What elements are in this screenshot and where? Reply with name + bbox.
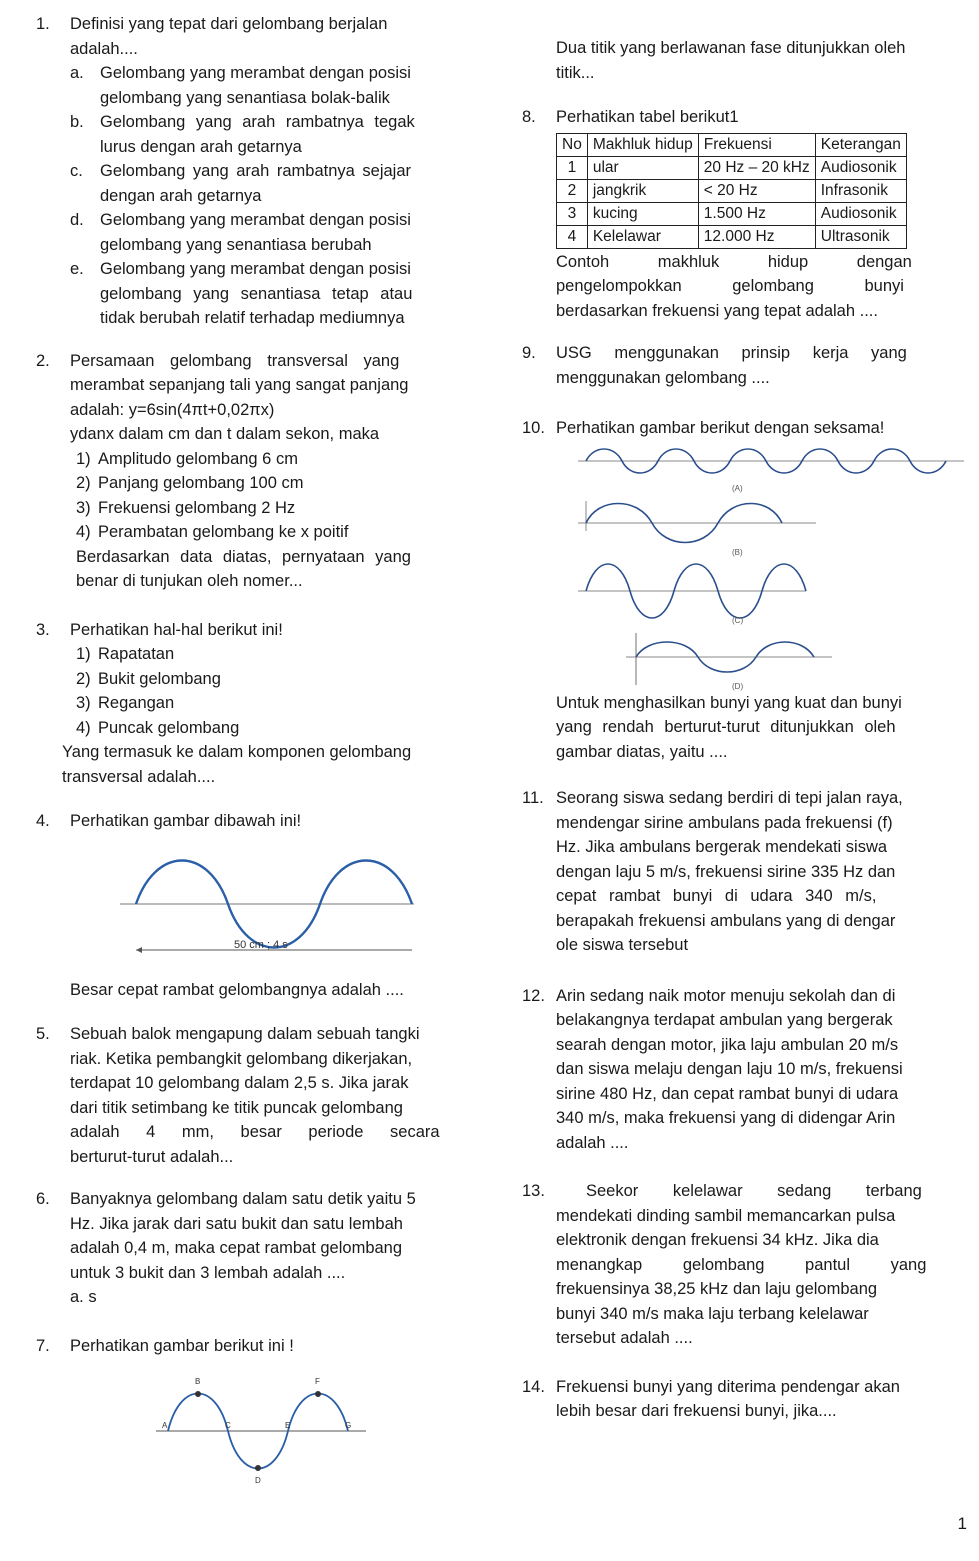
- question-11-line: cepat rambat bunyi di udara 340 m/s,: [556, 887, 877, 905]
- component-text: Puncak gelombang: [98, 718, 240, 737]
- question-4: [36, 809, 468, 1002]
- question-9-line: USG menggunakan prinsip kerja yang: [556, 344, 907, 362]
- question-5-line: Sebuah balok mengapung dalam sebuah tangki: [70, 1025, 420, 1043]
- question-7-continuation: [556, 36, 958, 85]
- table-cell: < 20 Hz: [698, 179, 815, 202]
- point-f-marker: [315, 1391, 321, 1397]
- component-text: Rapatatan: [98, 645, 175, 663]
- question-2-line: ydanx dalam cm dan t dalam sekon, maka: [70, 425, 380, 443]
- table-cell: Audiosonik: [815, 156, 906, 179]
- question-8-stem: Perhatikan tabel berikut1: [556, 108, 739, 126]
- question-14: [522, 1375, 958, 1424]
- table-cell: 1.500 Hz: [698, 202, 815, 225]
- question-6: [36, 1187, 468, 1310]
- question-7-stem: Perhatikan gambar berikut ini !: [70, 1336, 294, 1355]
- question-8-closing: berdasarkan frekuensi yang tepat adalah ....: [556, 301, 878, 320]
- option-label: c.: [70, 162, 83, 180]
- option-text: lurus dengan arah getarnya: [100, 137, 302, 156]
- option-a: [70, 61, 468, 110]
- right-column: [522, 12, 958, 1424]
- point-b-marker: [195, 1391, 201, 1397]
- point-label: E: [285, 1421, 291, 1430]
- question-number: 14.: [522, 1377, 545, 1396]
- component-label: 1): [76, 645, 91, 663]
- question-4-closing: Besar cepat rambat gelombangnya adalah ....: [70, 980, 404, 999]
- question-13-line: elektronik dengan frekuensi 34 kHz. Jika dia: [556, 1231, 879, 1249]
- point-label: B: [195, 1377, 201, 1386]
- question-3-closing: Yang termasuk ke dalam komponen gelombang: [62, 743, 412, 761]
- table-cell: 3: [557, 202, 588, 225]
- question-13-line: mendekati dinding sambil memancarkan pulsa: [556, 1206, 896, 1225]
- statement-text: Frekuensi gelombang 2 Hz: [98, 498, 296, 517]
- frequency-table: [556, 133, 907, 249]
- question-number: 13.: [522, 1182, 545, 1200]
- component-label: 3): [76, 694, 91, 712]
- question-11-line: berapakah frekuensi ambulans yang di dengar: [556, 911, 896, 930]
- question-13: [522, 1179, 958, 1351]
- statement-3: [76, 496, 468, 521]
- table-cell: 2: [557, 179, 588, 202]
- question-number: 4.: [36, 812, 50, 830]
- question-10-closing: yang rendah berturut-turut ditunjukkan oleh: [556, 718, 896, 736]
- question-13-line: tersebut adalah ....: [556, 1329, 693, 1347]
- length-label: 50 cm ; 4 s: [234, 938, 288, 951]
- question-number: 2.: [36, 351, 50, 370]
- question-1-stem: [70, 12, 468, 37]
- question-11-line: mendengar sirine ambulans pada frekuensi (f): [556, 813, 893, 832]
- left-column: [36, 12, 468, 1496]
- question-9-line: menggunakan gelombang ....: [556, 368, 770, 387]
- component-4: [76, 716, 468, 741]
- question-number: 9.: [522, 344, 536, 362]
- question-5-line: terdapat 10 gelombang dalam 2,5 s. Jika jarak: [70, 1074, 409, 1092]
- question-12: [522, 984, 958, 1156]
- table-header: Makhluk hidup: [587, 133, 698, 156]
- table-header: Keterangan: [815, 133, 906, 156]
- point-label: D: [255, 1476, 261, 1485]
- question-13-line: frekuensinya 38,25 kHz dan laju gelombang: [556, 1280, 878, 1298]
- question-2-line: merambat sepanjang tali yang sangat panjang: [70, 376, 409, 394]
- question-11-line: ole siswa tersebut: [556, 936, 689, 954]
- statement-label: 3): [76, 498, 91, 517]
- option-text: gelombang yang senantiasa berubah: [100, 235, 372, 254]
- question-10-closing: Untuk menghasilkan bunyi yang kuat dan bunyi: [556, 693, 902, 712]
- question-11-line: dengan laju 5 m/s, frekuensi sirine 335 Hz dan: [556, 862, 896, 881]
- table-cell: jangkrik: [587, 179, 698, 202]
- question-number: 12.: [522, 986, 545, 1005]
- component-1: [76, 642, 468, 667]
- question-8-closing: Contoh makhluk hidup dengan: [556, 252, 912, 271]
- table-header-row: [557, 133, 907, 156]
- component-2: [76, 667, 468, 692]
- option-text: Gelombang yang merambat dengan posisi: [100, 211, 411, 229]
- point-label: F: [315, 1377, 320, 1386]
- statement-label: 4): [76, 523, 91, 541]
- arrow-head-left-icon: [136, 947, 142, 953]
- component-label: 2): [76, 669, 91, 688]
- table-row: [557, 202, 907, 225]
- point-label: A: [162, 1421, 168, 1430]
- option-label: b.: [70, 113, 84, 131]
- point-label: C: [225, 1421, 231, 1430]
- question-5-line: adalah 4 mm, besar periode secara: [70, 1123, 440, 1141]
- question-6-answer: a. s: [70, 1288, 97, 1306]
- table-cell: Audiosonik: [815, 202, 906, 225]
- question-12-line: searah dengan motor, jika laju ambulan 20 m/s: [556, 1035, 899, 1054]
- table-row: [557, 179, 907, 202]
- component-label: 4): [76, 718, 91, 737]
- wave-b: [578, 501, 816, 557]
- question-6-line: Hz. Jika jarak dari satu bukit dan satu lembah: [70, 1214, 403, 1233]
- question-number: 5.: [36, 1025, 50, 1043]
- table-row: [557, 225, 907, 248]
- point-label: G: [345, 1421, 352, 1430]
- question-1-stem-line: adalah....: [70, 39, 138, 58]
- question-1: [36, 12, 468, 331]
- question-7-closing: Dua titik yang berlawanan fase ditunjukkan oleh: [556, 39, 906, 57]
- question-number: 1.: [36, 15, 50, 33]
- statement-text: Panjang gelombang 100 cm: [98, 474, 304, 492]
- question-12-line: Arin sedang naik motor menuju sekolah dan di: [556, 986, 896, 1005]
- option-text: Gelombang yang arah rambatnya tegak: [100, 113, 415, 131]
- question-2-closing: benar di tunjukan oleh nomer...: [76, 572, 303, 590]
- statement-label: 1): [76, 449, 91, 468]
- question-12-line: belakangnya terdapat ambulan yang bergerak: [556, 1011, 893, 1029]
- question-13-line: menangkap gelombang pantul yang: [556, 1255, 927, 1274]
- table-cell: ular: [587, 156, 698, 179]
- question-11-line: Hz. Jika ambulans bergerak mendekati siswa: [556, 838, 888, 856]
- component-text: Bukit gelombang: [98, 669, 221, 688]
- question-5-line: berturut-turut adalah...: [70, 1147, 234, 1166]
- question-11-line: Seorang siswa sedang berdiri di tepi jalan raya,: [556, 789, 903, 807]
- question-6-line: untuk 3 bukit dan 3 lembah adalah ....: [70, 1263, 346, 1282]
- question-10-stem: Perhatikan gambar berikut dengan seksama!: [556, 419, 885, 437]
- question-12-line: adalah ....: [556, 1133, 629, 1152]
- wave-a: [578, 449, 964, 493]
- question-9: [522, 341, 958, 390]
- question-5: [36, 1022, 468, 1169]
- question-5-line: dari titik setimbang ke titik puncak gelombang: [70, 1098, 403, 1117]
- question-7-closing: titik...: [556, 63, 595, 82]
- question-12-line: sirine 480 Hz, dan cepat rambat bunyi di udara: [556, 1084, 899, 1103]
- question-number: 8.: [522, 108, 536, 126]
- table-cell: Kelelawar: [587, 225, 698, 248]
- question-2-line: Persamaan gelombang transversal yang: [70, 351, 400, 370]
- point-d-marker: [255, 1465, 261, 1471]
- question-2: [36, 349, 468, 594]
- wave-a-label: (A): [732, 483, 743, 493]
- question-number: 11.: [522, 789, 544, 807]
- question-4-stem: Perhatikan gambar dibawah ini!: [70, 812, 302, 830]
- question-8: [522, 105, 958, 323]
- question-10: [522, 416, 958, 764]
- question-3-closing: transversal adalah....: [62, 767, 216, 786]
- component-3: [76, 691, 468, 716]
- option-text: gelombang yang senantiasa tetap atau: [100, 284, 413, 303]
- option-label: d.: [70, 211, 84, 229]
- option-text: dengan arah getarnya: [100, 186, 262, 205]
- sine-wave-figure: [118, 846, 418, 968]
- question-3: [36, 618, 468, 790]
- question-14-line: Frekuensi bunyi yang diterima pendengar akan: [556, 1377, 900, 1396]
- question-13-line: Seekor kelelawar sedang terbang: [586, 1182, 922, 1200]
- statement-2: [76, 471, 468, 496]
- question-12-line: dan siswa melaju dengan laju 10 m/s, frekuensi: [556, 1060, 903, 1078]
- question-11: [522, 786, 958, 958]
- question-number: 7.: [36, 1336, 50, 1355]
- question-6-line: adalah 0,4 m, maka cepat rambat gelombang: [70, 1239, 403, 1257]
- table-cell: 12.000 Hz: [698, 225, 815, 248]
- option-label: a.: [70, 64, 84, 82]
- table-cell: Ultrasonik: [815, 225, 906, 248]
- question-14-line: lebih besar dari frekuensi bunyi, jika....: [556, 1402, 837, 1420]
- option-text: Gelombang yang merambat dengan posisi: [100, 64, 411, 82]
- table-cell: 4: [557, 225, 588, 248]
- statement-text: Amplitudo gelombang 6 cm: [98, 449, 298, 468]
- wave-b-label: (B): [732, 547, 743, 557]
- question-2-closing: Berdasarkan data diatas, pernyataan yang: [76, 547, 411, 566]
- component-text: Regangan: [98, 694, 175, 712]
- question-12-line: 340 m/s, maka frekuensi yang di didengar Arin: [556, 1109, 896, 1127]
- table-row: [557, 156, 907, 179]
- option-e: [70, 257, 468, 331]
- wave-c-label: (C): [732, 615, 744, 625]
- table-cell: 20 Hz – 20 kHz: [698, 156, 815, 179]
- wave-d-label: (D): [732, 681, 744, 691]
- table-cell: 1: [557, 156, 588, 179]
- statement-1: [76, 447, 468, 472]
- question-3-stem: Perhatikan hal-hal berikut ini!: [70, 620, 283, 639]
- question-7: [36, 1334, 468, 1497]
- table-header: Frekuensi: [698, 133, 815, 156]
- wave-c: [578, 564, 806, 625]
- option-text: tidak berubah relatif terhadap mediumnya: [100, 309, 405, 327]
- option-label: e.: [70, 260, 84, 278]
- option-text: Gelombang yang merambat dengan posisi: [100, 260, 411, 278]
- table-cell: kucing: [587, 202, 698, 225]
- page-number: 1: [957, 1514, 967, 1533]
- question-number: 10.: [522, 419, 545, 437]
- option-d: [70, 208, 468, 257]
- question-number: 3.: [36, 620, 50, 639]
- option-b: [70, 110, 468, 159]
- question-8-closing: pengelompokkan gelombang bunyi: [556, 277, 904, 295]
- wave-equation: adalah: y=6sin(4πt+0,02πx): [70, 400, 275, 419]
- question-5-line: riak. Ketika pembangkit gelombang dikerjakan,: [70, 1049, 413, 1068]
- question-6-line: Banyaknya gelombang dalam satu detik yaitu 5: [70, 1190, 416, 1208]
- option-c: [70, 159, 468, 208]
- question-1-stem-line: Definisi yang tepat dari gelombang berjalan: [70, 15, 388, 33]
- question-number: 6.: [36, 1190, 50, 1208]
- table-header: No: [557, 133, 588, 156]
- option-text: Gelombang yang arah rambatnya sejajar: [100, 162, 412, 180]
- four-waves-figure: [556, 441, 966, 721]
- statement-4: [76, 520, 468, 545]
- wave-points-figure: [126, 1376, 386, 1496]
- option-text: gelombang yang senantiasa bolak-balik: [100, 88, 390, 107]
- table-cell: Infrasonik: [815, 179, 906, 202]
- statement-text: Perambatan gelombang ke x poitif: [98, 523, 349, 541]
- statement-label: 2): [76, 474, 91, 492]
- wave-d: [626, 633, 832, 691]
- question-10-closing: gambar diatas, yaitu ....: [556, 742, 728, 761]
- question-13-line: bunyi 340 m/s maka laju terbang kelelawar: [556, 1304, 869, 1323]
